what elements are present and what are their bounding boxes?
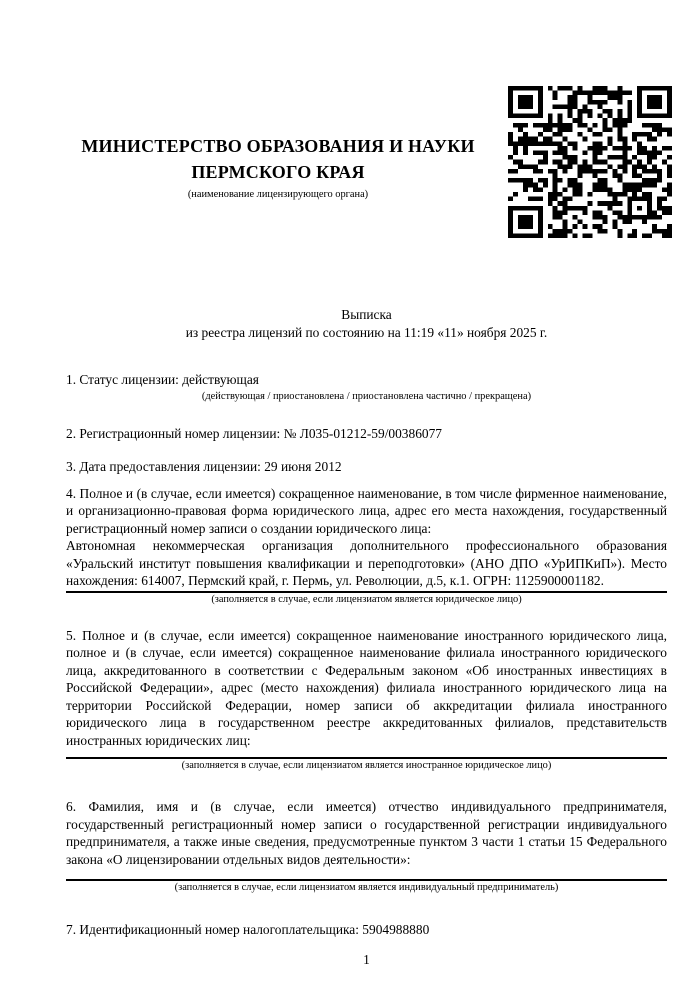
field-taxpayer-inn: 7. Идентификационный номер налогоплательщика: 5904988880 [66, 922, 430, 937]
document-title-line1: Выписка [341, 307, 392, 322]
document-title [66, 306, 667, 341]
ministry-name [66, 133, 490, 185]
field-legal-entity-value: Автономная некоммерческая организация дополнительного профессионального образования «Уральский институт повышения квалификации и переподготовки» (АНО ДПО «УрИПКиП»). Место нахождения: 614007, Пермский край, г. Пермь, ул. Революции, д.5, к.1. ОГРН: 1125900001182. [66, 538, 667, 588]
issuing-authority-header [66, 133, 490, 201]
field-legal-entity-hint: (заполняется в случае, если лицензиатом является юридическое лицо) [211, 593, 522, 605]
field-individual-entrepreneur-clause: 6. Фамилия, имя и (в случае, если имеется) отчество индивидуального предпринимателя, государственный регистрационный номер записи о государственной регистрации индивидуального предпринимателя, а также иные сведения, предусмотренные пунктом 3 части 1 статьи 15 Федерального закона «О лицензировании отдельных видов деятельности»: [66, 799, 667, 867]
document-body [66, 306, 667, 968]
field-license-reg-number: 2. Регистрационный номер лицензии: № Л035-01212-59/00386077 [66, 425, 442, 441]
page-number: 1 [363, 951, 370, 967]
field-license-status: 1. Статус лицензии: действующая [66, 372, 259, 387]
field-legal-entity-clause: 4. Полное и (в случае, если имеется) сокращенное наименование, в том числе фирменное наименование, и организационно-правовая форма юридического лица, адрес его места нахождения, государственный регистрационный номер записи о создании юридического лица: [66, 485, 667, 536]
field-foreign-entity-clause: 5. Полное и (в случае, если имеется) сокращенное наименование иностранного юридического лица, полное и (в случае, если имеется) сокращенное наименование филиала иностранного юридического лица, аккредитованного в соответствии с Федеральным законом «Об иностранных инвестициях в Российской Федерации», адрес (место нахождения) филиала иностранного юридического лица на территории Российской Федерации, номер записи об аккредитации филиала иностранного юридического лица в государственном реестре аккредитованных филиалов, представительств иностранных юридических лиц: [66, 627, 667, 748]
qr-code-icon [508, 86, 672, 238]
field-individual-entrepreneur-hint: (заполняется в случае, если лицензиатом является индивидуальный предприниматель) [174, 882, 559, 893]
field-foreign-entity-hint: (заполняется в случае, если лицензиатом является иностранное юридическое лицо) [181, 760, 552, 771]
fill-line-foreign-entity [66, 757, 667, 759]
fill-line-individual-entrepreneur [66, 879, 667, 881]
ministry-name-line2: ПЕРМСКОГО КРАЯ [191, 162, 365, 182]
ministry-caption: (наименование лицензирующего органа) [187, 189, 369, 200]
document-title-line2: из реестра лицензий по состоянию на 11:19 «11» ноября 2025 г. [185, 324, 548, 340]
field-license-grant-date: 3. Дата предоставления лицензии: 29 июня 2012 [66, 459, 342, 474]
field-license-status-hint: (действующая / приостановлена / приостановлена частично / прекращена) [201, 390, 532, 402]
fill-line-legal-entity [66, 591, 667, 593]
ministry-name-line1: МИНИСТЕРСТВО ОБРАЗОВАНИЯ И НАУКИ [81, 136, 475, 156]
